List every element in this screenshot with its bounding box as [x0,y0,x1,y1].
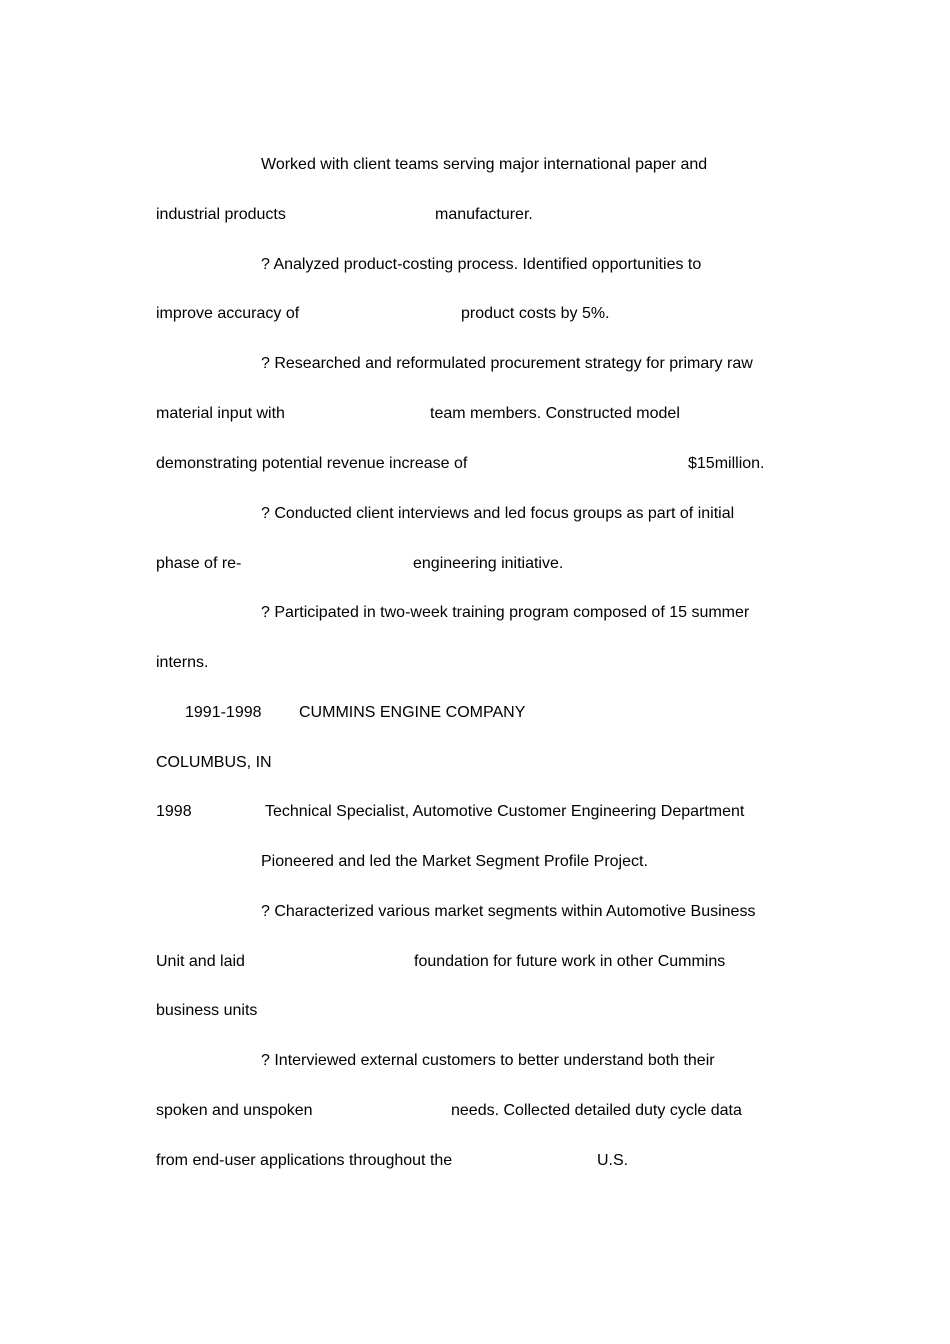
text-line [0,402,950,426]
text-segment: business units [156,1002,258,1019]
text-segment: Unit and laid [156,953,245,970]
text-line [0,800,950,824]
bullet-text: ? Interviewed external customers to better understand both their [261,1052,715,1069]
text-line [0,1149,950,1173]
text-segment: engineering initiative. [413,555,564,572]
bullet-text: ? Participated in two-week training program composed of 15 summer [261,604,750,621]
text-segment: from end-user applications throughout the [156,1152,453,1169]
text-segment: team members. Constructed model [430,405,680,422]
text-segment: product costs by 5%. [461,305,610,322]
company-location: COLUMBUS, IN [156,754,272,771]
text-segment: Pioneered and led the Market Segment Profile Project. [261,853,648,870]
text-segment: interns. [156,654,209,671]
position-year: 1998 [156,803,192,820]
text-segment: demonstrating potential revenue increase of [156,455,468,472]
text-line [0,651,950,675]
company-name: CUMMINS ENGINE COMPANY [299,704,526,721]
text-segment: spoken and unspoken [156,1102,313,1119]
text-segment: $15million. [688,455,765,472]
text-line [0,751,950,775]
text-line [0,601,950,625]
text-line [0,950,950,974]
text-line [0,502,950,526]
text-segment: needs. Collected detailed duty cycle data [451,1102,742,1119]
text-segment: improve accuracy of [156,305,300,322]
text-segment: foundation for future work in other Cummins [414,953,726,970]
text-segment: Worked with client teams serving major international paper and [261,156,708,173]
text-segment: U.S. [597,1152,629,1169]
bullet-text: ? Researched and reformulated procurement strategy for primary raw [261,355,753,372]
text-line [0,999,950,1023]
text-line [0,900,950,924]
date-range: 1991-1998 [185,704,262,721]
text-line [0,1099,950,1123]
text-segment: material input with [156,405,285,422]
text-line [0,153,950,177]
text-line [0,352,950,376]
text-segment: phase of re- [156,555,242,572]
bullet-text: ? Conducted client interviews and led focus groups as part of initial [261,505,735,522]
text-line [0,253,950,277]
text-line [0,552,950,576]
text-line [0,701,950,725]
text-line [0,1049,950,1073]
text-line [0,203,950,227]
text-segment: industrial products [156,206,286,223]
bullet-text: ? Analyzed product-costing process. Identified opportunities to [261,256,702,273]
text-line [0,302,950,326]
text-line [0,452,950,476]
bullet-text: ? Characterized various market segments within Automotive Business [261,903,756,920]
text-segment: manufacturer. [435,206,533,223]
position-title: Technical Specialist, Automotive Customer Engineering Department [265,803,745,820]
text-line [0,850,950,874]
